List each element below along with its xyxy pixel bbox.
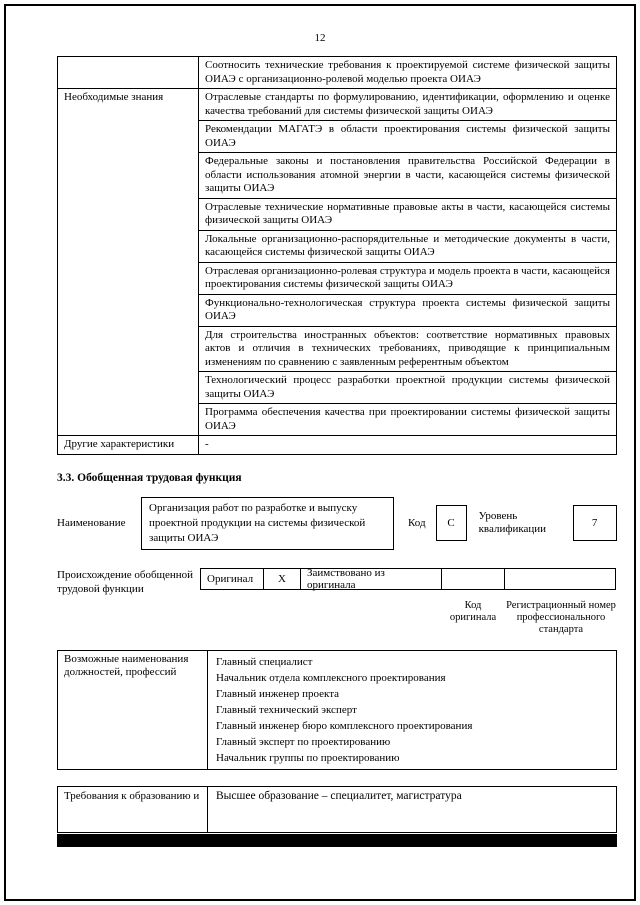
table-row bbox=[58, 786, 617, 832]
origin-borrowed-cell: Заимствовано из оригинала bbox=[300, 568, 442, 590]
section-title: 3.3. Обобщенная трудовая функция bbox=[57, 471, 242, 484]
knowledge-table bbox=[57, 56, 617, 455]
origin-strip bbox=[200, 568, 616, 590]
row-value: Локальные организационно-распорядительные и методические документы в части, касающейся системы физической защиты ОИАЭ bbox=[199, 230, 617, 262]
generalized-function-form bbox=[57, 497, 617, 550]
origin-captions bbox=[441, 600, 617, 636]
job-title: Главный эксперт по проектированию bbox=[216, 735, 391, 748]
row-value bbox=[208, 650, 617, 769]
origin-regnum-cell bbox=[504, 568, 616, 590]
page-number: 12 bbox=[314, 32, 326, 44]
job-titles-table bbox=[57, 650, 617, 770]
row-value: Отраслевая организационно-ролевая структура и модель проекта в части, касающейся проектирования системы физической защиты ОИАЭ bbox=[199, 262, 617, 294]
row-label: Необходимые знания bbox=[58, 89, 199, 436]
row-value: Отраслевые технические нормативные правовые акты в части, касающейся системы физической защиты ОИАЭ bbox=[199, 198, 617, 230]
origin-mark-cell: X bbox=[263, 568, 301, 590]
row-value: Высшее образование – специалитет, магистратура bbox=[208, 786, 617, 832]
origin-section bbox=[57, 568, 617, 596]
gtf-code-box: С bbox=[436, 505, 467, 541]
row-value: Технологический процесс разработки проектной продукции системы физической защиты ОИАЭ bbox=[199, 372, 617, 404]
job-title: Главный инженер бюро комплексного проектирования bbox=[216, 719, 473, 732]
job-title: Главный инженер проекта bbox=[216, 687, 340, 700]
origin-code-cell bbox=[441, 568, 505, 590]
origin-regnum-caption: Регистрационный номер профессионального стандарта bbox=[506, 599, 616, 635]
row-value: Соотносить технические требования к проектируемой системе физической защиты ОИАЭ с организационно-ролевой моделью проекта ОИАЭ bbox=[199, 57, 617, 89]
origin-code-caption: Код оригинала bbox=[449, 599, 497, 623]
job-title: Главный технический эксперт bbox=[216, 703, 357, 716]
gtf-level-label: Уровень квалификации bbox=[478, 510, 547, 535]
job-title: Главный специалист bbox=[216, 655, 313, 668]
row-value: Программа обеспечения качества при проектировании системы физической защиты ОИАЭ bbox=[199, 404, 617, 436]
row-value: Отраслевые стандарты по формулированию, идентификации, оформлению и оценке качества требований для системы физической защиты ОИАЭ bbox=[199, 89, 617, 121]
origin-label: Происхождение обобщенной трудовой функции bbox=[57, 568, 194, 595]
job-title: Начальник отдела комплексного проектирования bbox=[216, 671, 446, 684]
gtf-code-label: Код bbox=[408, 517, 426, 529]
row-value: - bbox=[199, 436, 617, 455]
row-value: Функционально-технологическая структура проекта системы физической защиты ОИАЭ bbox=[199, 294, 617, 326]
origin-original-cell: Оригинал bbox=[200, 568, 264, 590]
page-content bbox=[57, 56, 617, 847]
job-title: Начальник группы по проектированию bbox=[216, 751, 400, 764]
row-value: Для строительства иностранных объектов: соответствие нормативных правовых актов и отличия в технических требованиях, приводящие к принципиальным изменениям по сравнению с заявленным референтным объектом bbox=[199, 326, 617, 372]
row-value: Рекомендации МАГАТЭ в области проектирования системы физической защиты ОИАЭ bbox=[199, 121, 617, 153]
table-row bbox=[58, 57, 617, 89]
gtf-name-label: Наименование bbox=[57, 517, 126, 529]
row-value: Федеральные законы и постановления правительства Российской Федерации в области использования атомной энергии в части, касающейся системы физической защиты ОИАЭ bbox=[199, 153, 617, 199]
row-label: Возможные наименования должностей, профессий bbox=[58, 650, 208, 769]
scan-artifact-bar bbox=[57, 834, 617, 847]
row-label bbox=[58, 57, 199, 89]
table-row bbox=[58, 650, 617, 769]
gtf-level-box: 7 bbox=[573, 505, 617, 541]
row-label: Другие характеристики bbox=[58, 436, 199, 455]
education-table bbox=[57, 786, 617, 833]
row-label: Требования к образованию и bbox=[58, 786, 208, 832]
table-row bbox=[58, 89, 617, 121]
table-row bbox=[58, 436, 617, 455]
gtf-name-box: Организация работ по разработке и выпуску проектной продукции на системы физической защиты ОИАЭ bbox=[141, 497, 394, 550]
